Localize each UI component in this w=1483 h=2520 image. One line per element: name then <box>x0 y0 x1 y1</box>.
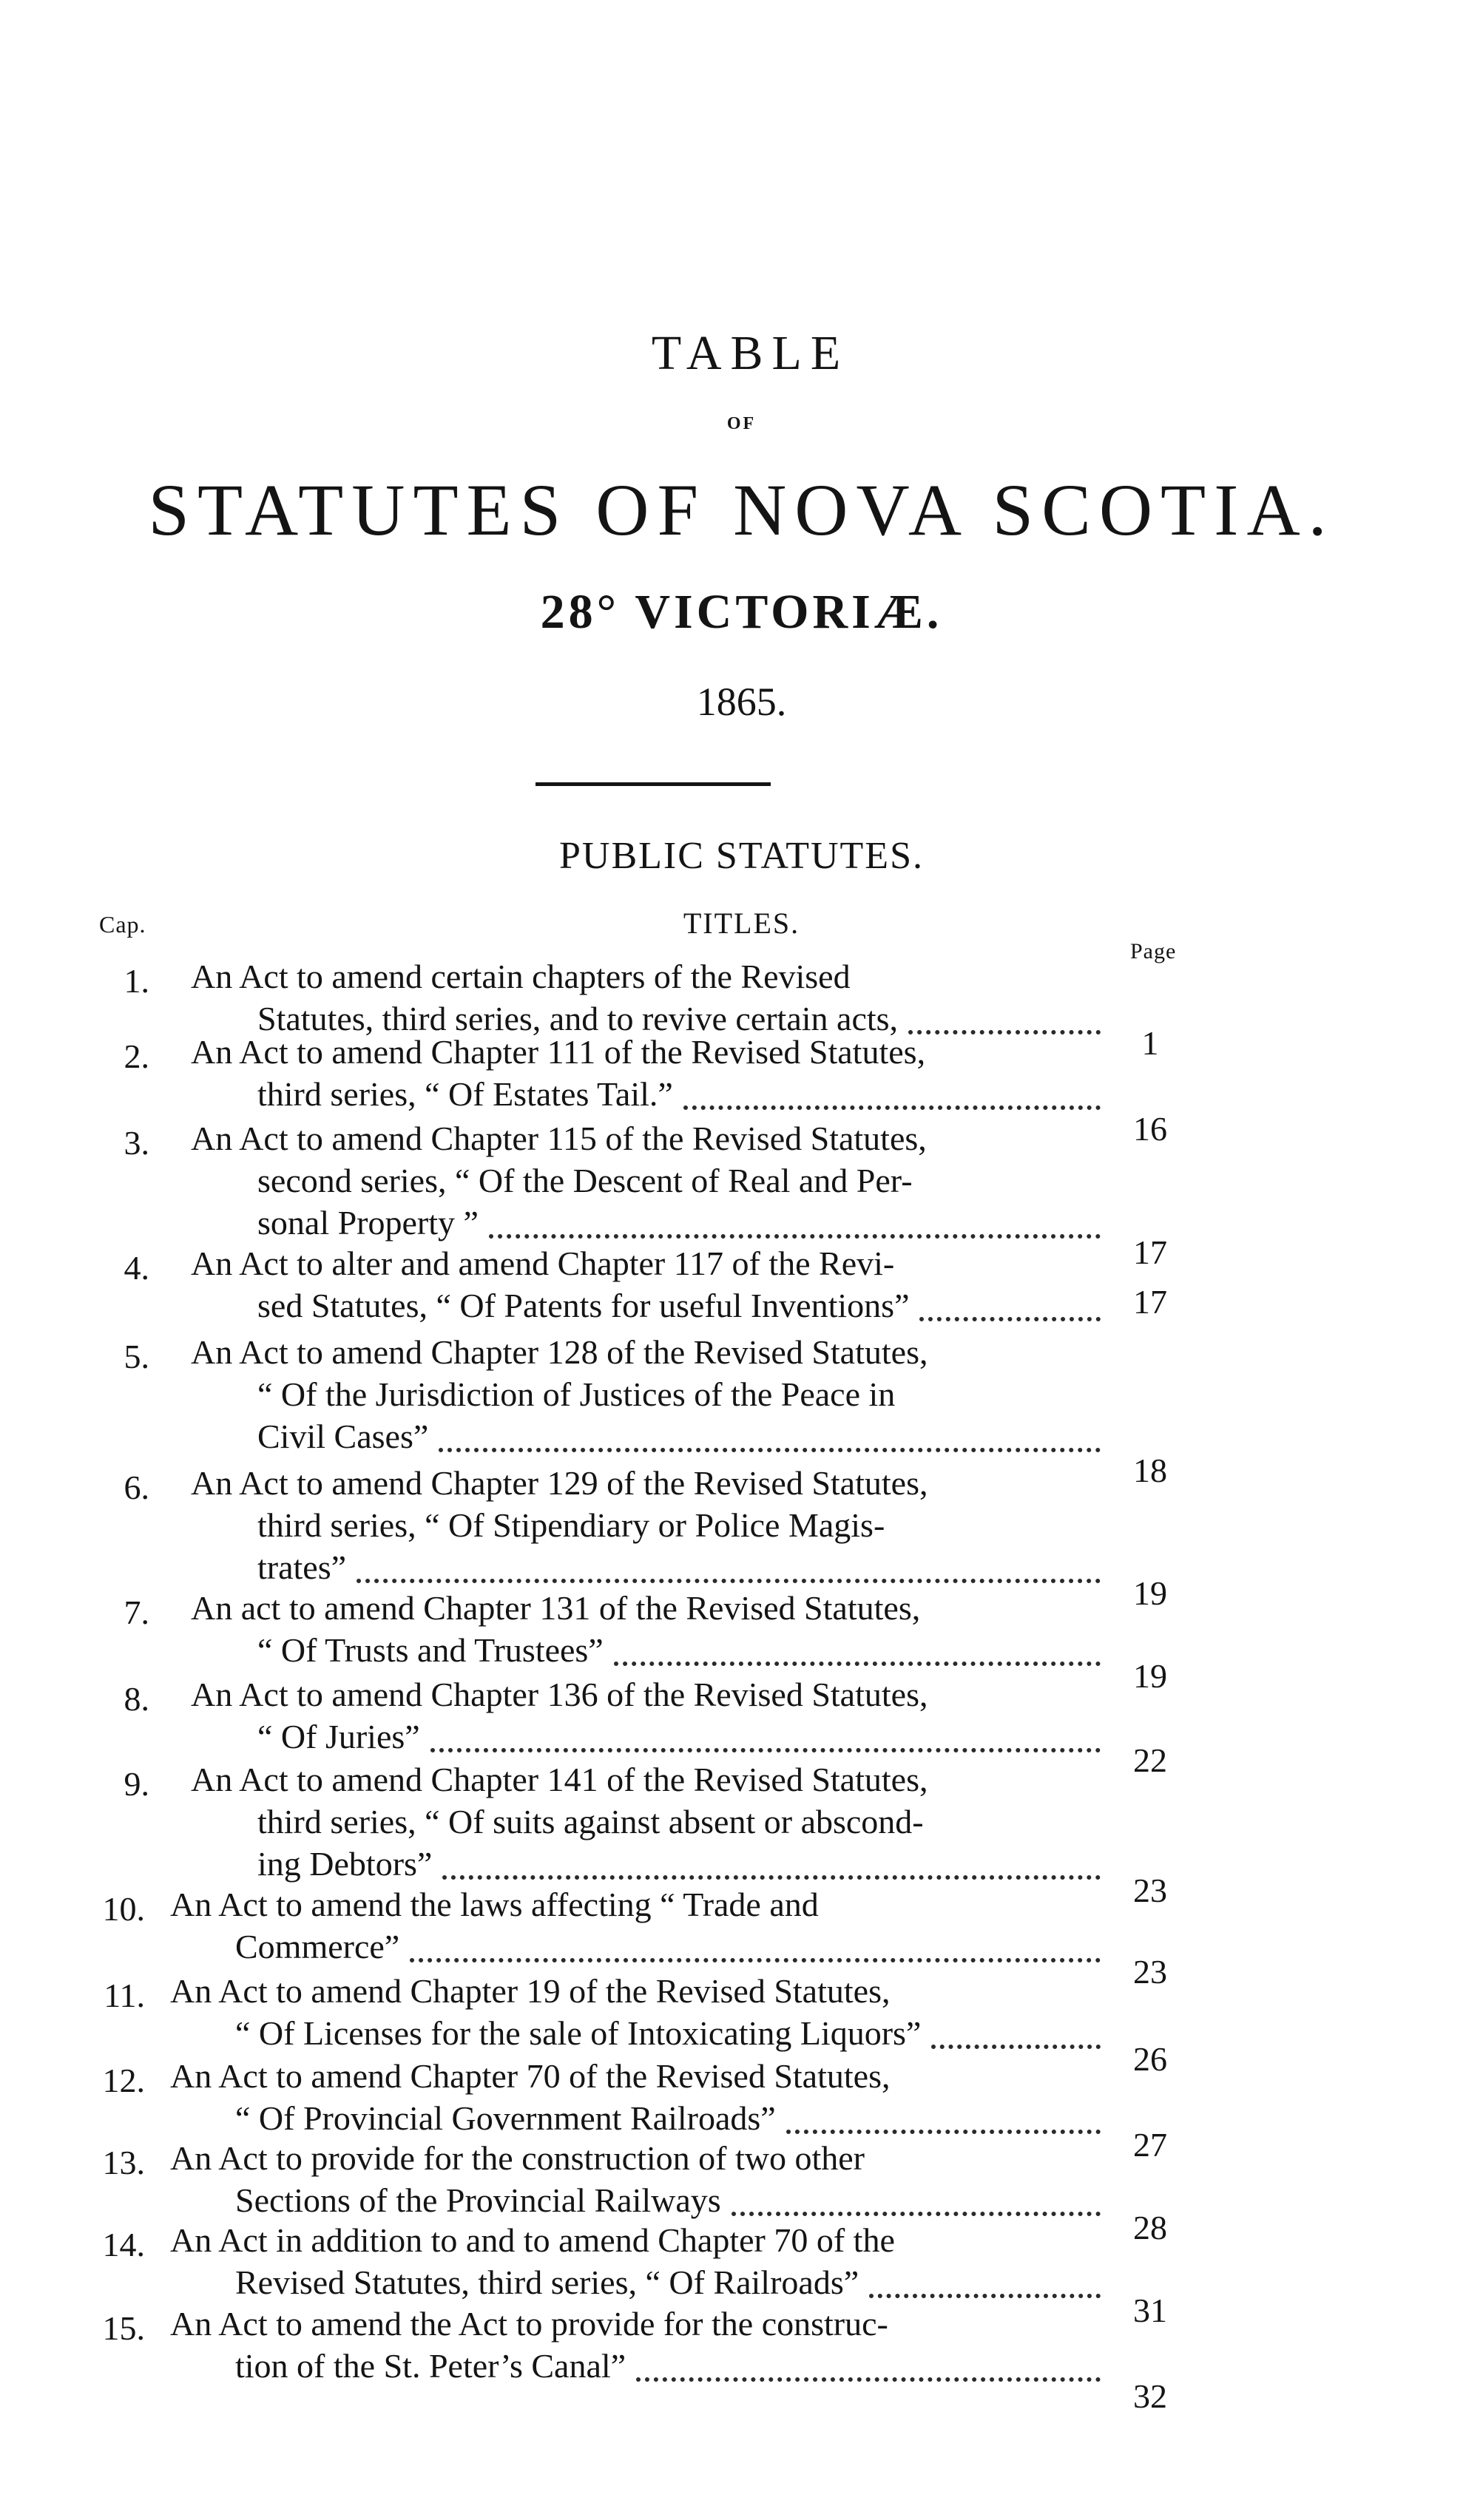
statute-title-line: An Act to amend Chapter 111 of the Revised Statutes, <box>191 1033 926 1071</box>
page-number: 1 <box>1141 1024 1159 1062</box>
statute-title-line: “ Of Juries” <box>257 1718 420 1755</box>
chapter-number: 5. <box>124 1338 149 1375</box>
dot-leader <box>430 1748 1101 1752</box>
page-title: STATUTES OF NOVA SCOTIA. <box>148 469 1335 551</box>
dot-leader <box>442 1875 1101 1880</box>
statute-title-line: An Act to alter and amend Chapter 117 of the Revi- <box>191 1244 895 1282</box>
regnal-year: 28° VICTORIÆ. <box>540 585 943 639</box>
page-number: 27 <box>1133 2126 1167 2164</box>
statute-title-line: sed Statutes, “ Of Patents for useful Inventions” <box>257 1287 910 1324</box>
page-number: 16 <box>1133 1110 1167 1148</box>
page-number: 31 <box>1133 2292 1167 2329</box>
section-heading: PUBLIC STATUTES. <box>559 835 924 877</box>
heading-table: TABLE <box>651 326 850 380</box>
page-number: 28 <box>1133 2209 1167 2246</box>
statute-title-line: sonal Property ” <box>257 1204 479 1242</box>
statute-title-line: An Act to amend certain chapters of the Revised <box>191 958 851 995</box>
statute-title-line: “ Of Trusts and Trustees” <box>257 1631 604 1669</box>
statute-title-line: Statutes, third series, and to revive certain acts, <box>257 1000 899 1037</box>
page-number: 22 <box>1133 1741 1167 1779</box>
chapter-number: 14. <box>102 2226 145 2263</box>
chapter-number: 8. <box>124 1680 149 1718</box>
page-number: 18 <box>1133 1452 1167 1489</box>
statute-title-line: An Act in addition to and to amend Chapter 70 of the <box>170 2221 895 2259</box>
page-number: 17 <box>1133 1233 1167 1271</box>
dot-leader <box>786 2130 1101 2134</box>
statute-title-line: “ Of Licenses for the sale of Intoxicating Liquors” <box>235 2014 922 2052</box>
statute-title-line: trates” <box>257 1548 347 1586</box>
dot-leader <box>439 1448 1101 1452</box>
cap-column-heading: Cap. <box>99 911 146 938</box>
statute-title-line: Commerce” <box>235 1928 400 1965</box>
page-number: 23 <box>1133 1872 1167 1909</box>
statute-title-line: Revised Statutes, third series, “ Of Railroads” <box>235 2263 859 2301</box>
chapter-number: 7. <box>124 1593 149 1631</box>
chapter-number: 3. <box>124 1124 149 1162</box>
dot-leader <box>410 1958 1101 1962</box>
chapter-number: 15. <box>102 2309 145 2347</box>
statute-title-line: third series, “ Of Estates Tail.” <box>257 1075 673 1113</box>
statute-title-line: An Act to amend Chapter 128 of the Revised Statutes, <box>191 1333 928 1371</box>
page-column-heading: Page <box>1130 939 1177 963</box>
statute-title-line: An Act to amend the laws affecting “ Trade and <box>170 1886 819 1923</box>
page-number: 19 <box>1133 1657 1167 1695</box>
statute-title-line: An Act to amend Chapter 115 of the Revised Statutes, <box>191 1120 927 1157</box>
chapter-number: 1. <box>124 962 149 1000</box>
statute-title-line: third series, “ Of Stipendiary or Police Magis- <box>257 1506 885 1544</box>
chapter-number: 6. <box>124 1469 149 1506</box>
page-number: 23 <box>1133 1953 1167 1991</box>
year: 1865. <box>696 680 787 724</box>
dot-leader <box>614 1662 1101 1666</box>
statute-title-line: ing Debtors” <box>257 1845 433 1883</box>
dot-leader <box>869 2294 1101 2298</box>
dot-leader <box>931 2045 1101 2049</box>
statute-title-line: second series, “ Of the Descent of Real and Per- <box>257 1162 913 1199</box>
statute-title-line: “ Of the Jurisdiction of Justices of the Peace in <box>257 1375 896 1413</box>
chapter-number: 10. <box>102 1890 145 1928</box>
statute-title-line: third series, “ Of suits against absent or abscond- <box>257 1803 924 1840</box>
page-number: 19 <box>1133 1574 1167 1612</box>
titles-column-heading: TITLES. <box>683 907 800 940</box>
dot-leader <box>908 1030 1101 1034</box>
chapter-number: 12. <box>102 2062 145 2099</box>
statute-title-line: An Act to amend the Act to provide for the construc- <box>170 2305 888 2343</box>
statute-title-line: An Act to amend Chapter 141 of the Revised Statutes, <box>191 1761 928 1798</box>
page-number: 26 <box>1133 2040 1167 2078</box>
statute-title-line: An act to amend Chapter 131 of the Revised Statutes, <box>191 1589 921 1627</box>
page-number: 32 <box>1133 2377 1167 2415</box>
statute-title-line: Sections of the Provincial Railways <box>235 2181 721 2219</box>
statute-title-line: An Act to amend Chapter 19 of the Revised Statutes, <box>170 1972 891 2010</box>
statute-title-line: An Act to amend Chapter 129 of the Revised Statutes, <box>191 1464 928 1502</box>
page-number: 17 <box>1133 1283 1167 1321</box>
statute-title-line: Civil Cases” <box>257 1418 429 1455</box>
dot-leader <box>683 1105 1101 1110</box>
chapter-number: 2. <box>124 1037 149 1075</box>
chapter-number: 9. <box>124 1765 149 1803</box>
chapter-number: 4. <box>124 1249 149 1287</box>
chapter-number: 13. <box>102 2144 145 2181</box>
statute-title-line: An Act to provide for the construction of two other <box>170 2139 865 2177</box>
dot-leader <box>489 1234 1101 1239</box>
heading-of: OF <box>726 414 757 433</box>
dot-leader <box>919 1317 1101 1321</box>
dot-leader <box>636 2377 1101 2382</box>
dot-leader <box>357 1579 1101 1583</box>
dot-leader <box>732 2212 1101 2216</box>
statute-title-line: tion of the St. Peter’s Canal” <box>235 2347 626 2385</box>
statute-title-line: An Act to amend Chapter 70 of the Revised Statutes, <box>170 2057 891 2095</box>
chapter-number: 11. <box>104 1977 145 2014</box>
statute-title-line: “ Of Provincial Government Railroads” <box>235 2099 776 2137</box>
statute-title-line: An Act to amend Chapter 136 of the Revised Statutes, <box>191 1676 928 1713</box>
